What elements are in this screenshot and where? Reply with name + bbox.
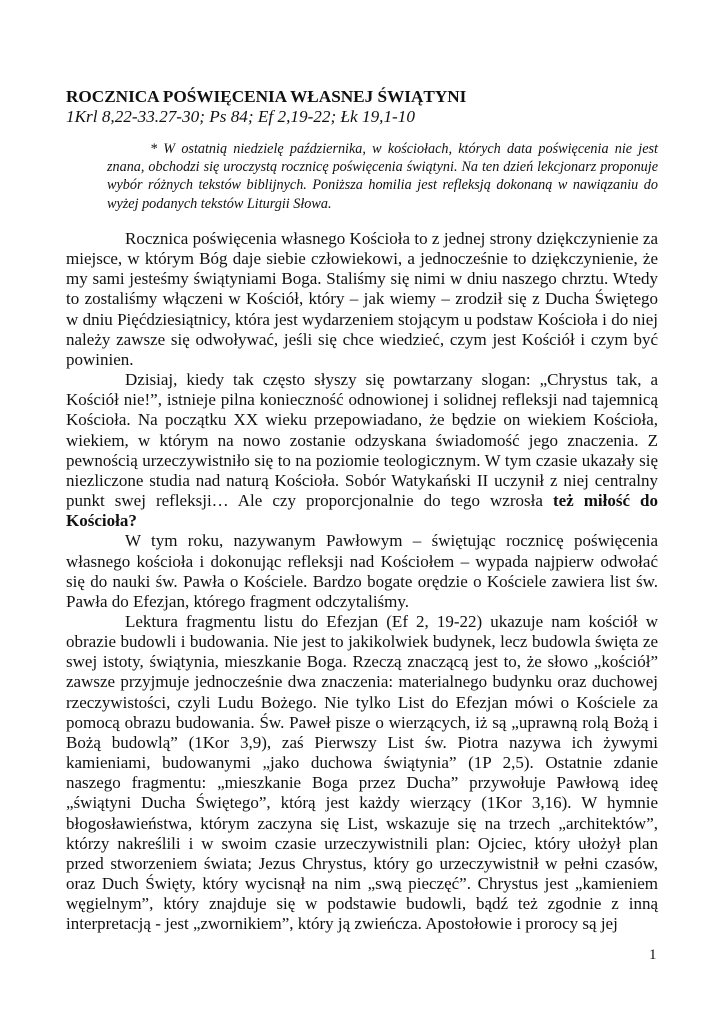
paragraph <box>66 531 658 612</box>
document-title: ROCZNICA POŚWIĘCENIA WŁASNEJ ŚWIĄTYNI <box>66 87 467 106</box>
paragraph-text: W tym roku, nazywanym Pawłowym – świętując rocznicę poświęcenia własnego kościoła i dokonując refleksji nad Kościołem – wypada najpierw odwołać się do nauki św. Pawła o Kościele. Bardzo bogate orędzie o Kościele zawiera list św. Pawła do Efezjan, którego fragment odczytaliśmy. <box>66 531 658 611</box>
introductory-note: * W ostatnią niedzielę października, w kościołach, których data poświęcenia nie jest znana, obchodzi się uroczystą rocznicę poświęcenia świątyni. Na ten dzień lekcjonarz proponuje wybór różnych tekstów biblijnych. Poniższa homilia jest refleksją dokonaną w nawiązaniu do wyżej podanych tekstów Liturgii Słowa. <box>107 141 658 212</box>
paragraph <box>66 229 658 370</box>
emphasis-text: też miłość do Kościoła? <box>66 491 658 531</box>
paragraph-text: Rocznica poświęcenia własnego Kościoła to z jednej strony dziękczynienie za miejsce, w którym Bóg daje siebie człowiekowi, a jednocześnie to dziękczynienie, że my sami jesteśmy świątyniami Boga. Staliśmy się nimi w dniu naszego chrztu. Wtedy to zostaliśmy włączeni w Kościół, który – jak wiemy – zrodził się z Ducha Świętego w dniu Pięćdziesiątnicy, która jest wydarzeniem stojącym u podstaw Kościoła i do niej należy zawsze się odwoływać, jeśli się chce wiedzieć, czym jest Kościół i czym być powinien. <box>66 229 658 369</box>
paragraph-text: Lektura fragmentu listu do Efezjan (Ef 2, 19-22) ukazuje nam kościół w obrazie budowli i budowania. Nie jest to jakikolwiek budynek, lecz budowla święta ze swej istoty, świątynia, mieszkanie Boga. Rzeczą znaczącą jest to, że słowo „kościół” zawsze przyjmuje jednocześnie dwa znaczenia: materialnego budynku oraz duchowej rzeczywistości, czyli Ludu Bożego. Nie tylko List do Efezjan mówi o Kościele za pomocą obrazu budowania. Św. Paweł pisze o wierzących, iż są „uprawną rolą Bożą i Bożą budowlą” (1Kor 3,9), zaś Pierwszy List św. Piotra nazywa ich żywymi kamieniami, budowanymi „jako duchowa świątynia” (1P 2,5). Ostatnie zdanie naszego fragmentu: „mieszkanie Boga przez Ducha” przywołuje Pawłową ideę „świątyni Ducha Świętego”, którą jest każdy wierzący (1Kor 3,16). W hymnie błogosławieństwa, którym zaczyna się List, wskazuje się na trzech „architektów”, którzy nakreślili i w swoim czasie urzeczywistnili plan: Ojciec, który ułożył plan przed stworzeniem świata; Jezus Chrystus, który go urzeczywistnił w pełni czasów, oraz Duch Święty, który wycisnął na nim „swą pieczęć”. Chrystus jest „kamieniem węgielnym”, który znajduje się w podstawie budowli, bądź też zgodnie z inną interpretacją - jest „zwornikiem”, który ją zwieńcza. Apostołowie i prorocy są jej <box>66 611 658 934</box>
scripture-readings: 1Krl 8,22-33.27-30; Ps 84; Ef 2,19-22; Łk 19,1-10 <box>66 107 415 126</box>
page-number: 1 <box>649 947 657 963</box>
paragraph <box>66 612 658 935</box>
homily-body <box>66 229 658 934</box>
paragraph-text: Dzisiaj, kiedy tak często słyszy się powtarzany slogan: „Chrystus tak, a Kościół nie!”, istnieje pilna konieczność odnowionej i solidnej refleksji nad tajemnicą Kościoła. Na początku XX wieku przepowiadano, że będzie on wiekiem Kościoła, wiekiem, w którym na nowo zostanie odzyskana świadomość jego znaczenia. Z pewnością urzeczywistniło się to na poziomie teologicznym. W tym czasie ukazały się niezliczone studia nad naturą Kościoła. Sobór Watykański II uczynił z niej centralny punkt swej refleksji… Ale czy proporcjonalnie do tego wzrosła <box>66 370 658 511</box>
paragraph <box>66 370 658 531</box>
